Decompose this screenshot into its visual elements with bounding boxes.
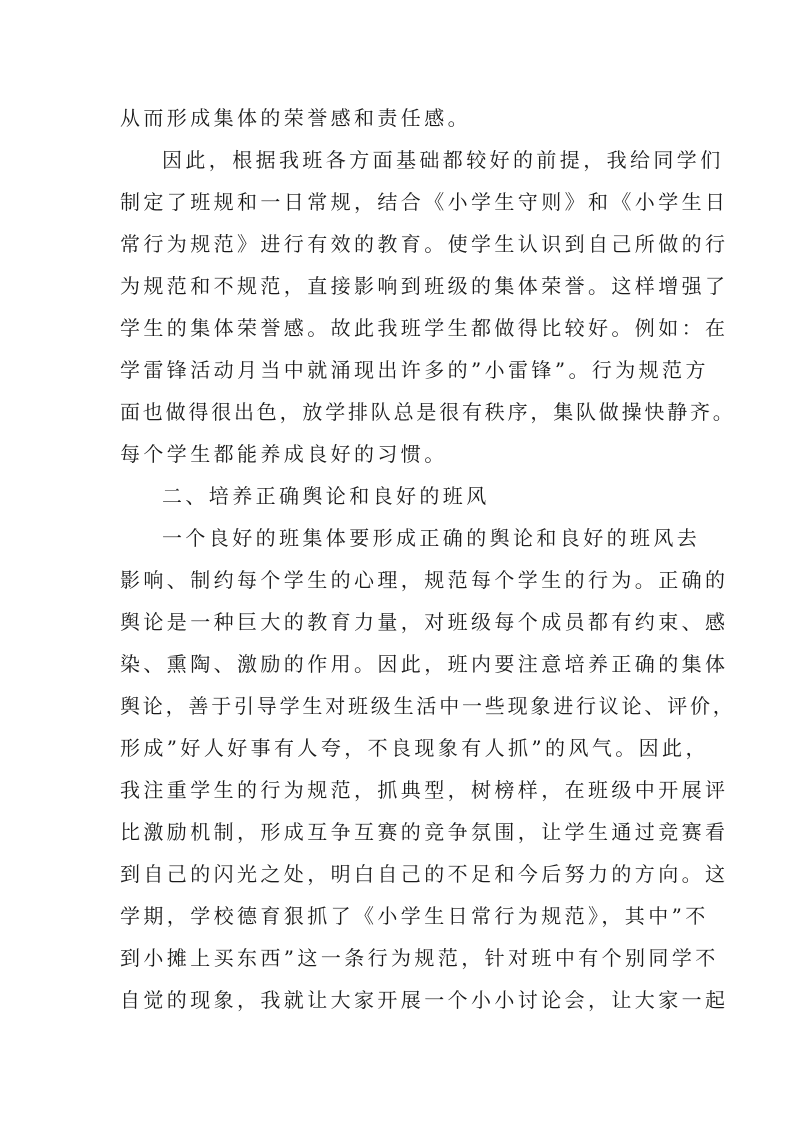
- text-line: 形成”好人好事有人夸，不良现象有人抓”的风气。因此，: [120, 736, 709, 760]
- text-line: 到小摊上买东西”这一条行为规范，针对班中有个别同学不: [120, 946, 719, 970]
- section-heading: 二、培养正确舆论和良好的班风: [162, 484, 490, 508]
- text-line: 影响、制约每个学生的心理，规范每个学生的行为。正确的: [120, 568, 729, 592]
- text-line: 我注重学生的行为规范，抓典型，树榜样，在班级中开展评: [120, 778, 729, 802]
- text-line: 到自己的闪光之处，明白自己的不足和今后努力的方向。这: [120, 862, 729, 886]
- text-line: 面也做得很出色，放学排队总是很有秩序，集队做操快静齐。: [120, 400, 736, 424]
- text-line: 从而形成集体的荣誉感和责任感。: [120, 106, 471, 130]
- text-line: 舆论是一种巨大的教育力量，对班级每个成员都有约束、感: [120, 610, 729, 634]
- text-line: 比激励机制，形成互争互赛的竞争氛围，让学生通过竞赛看: [120, 820, 729, 844]
- text-line: 学雷锋活动月当中就涌现出许多的”小雷锋”。行为规范方: [120, 358, 709, 382]
- text-line: 学期，学校德育狠抓了《小学生日常行为规范》，其中”不: [120, 904, 709, 928]
- text-line: 舆论，善于引导学生对班级生活中一些现象进行议论、评价，: [120, 694, 736, 718]
- text-line: 为规范和不规范，直接影响到班级的集体荣誉。这样增强了: [120, 274, 729, 298]
- text-line: 染、熏陶、激励的作用。因此，班内要注意培养正确的集体: [120, 652, 729, 676]
- text-line: 常行为规范》进行有效的教育。使学生认识到自己所做的行: [120, 232, 729, 256]
- text-line: 学生的集体荣誉感。故此我班学生都做得比较好。例如：在: [120, 316, 729, 340]
- text-line: 每个学生都能养成良好的习惯。: [120, 442, 448, 466]
- text-line: 制定了班规和一日常规，结合《小学生守则》和《小学生日: [120, 190, 729, 214]
- paragraph-first-line: 因此，根据我班各方面基础都较好的前提，我给同学们: [162, 148, 724, 172]
- text-line: 自觉的现象，我就让大家开展一个小小讨论会，让大家一起: [120, 988, 729, 1012]
- paragraph-first-line: 一个良好的班集体要形成正确的舆论和良好的班风去: [162, 526, 701, 550]
